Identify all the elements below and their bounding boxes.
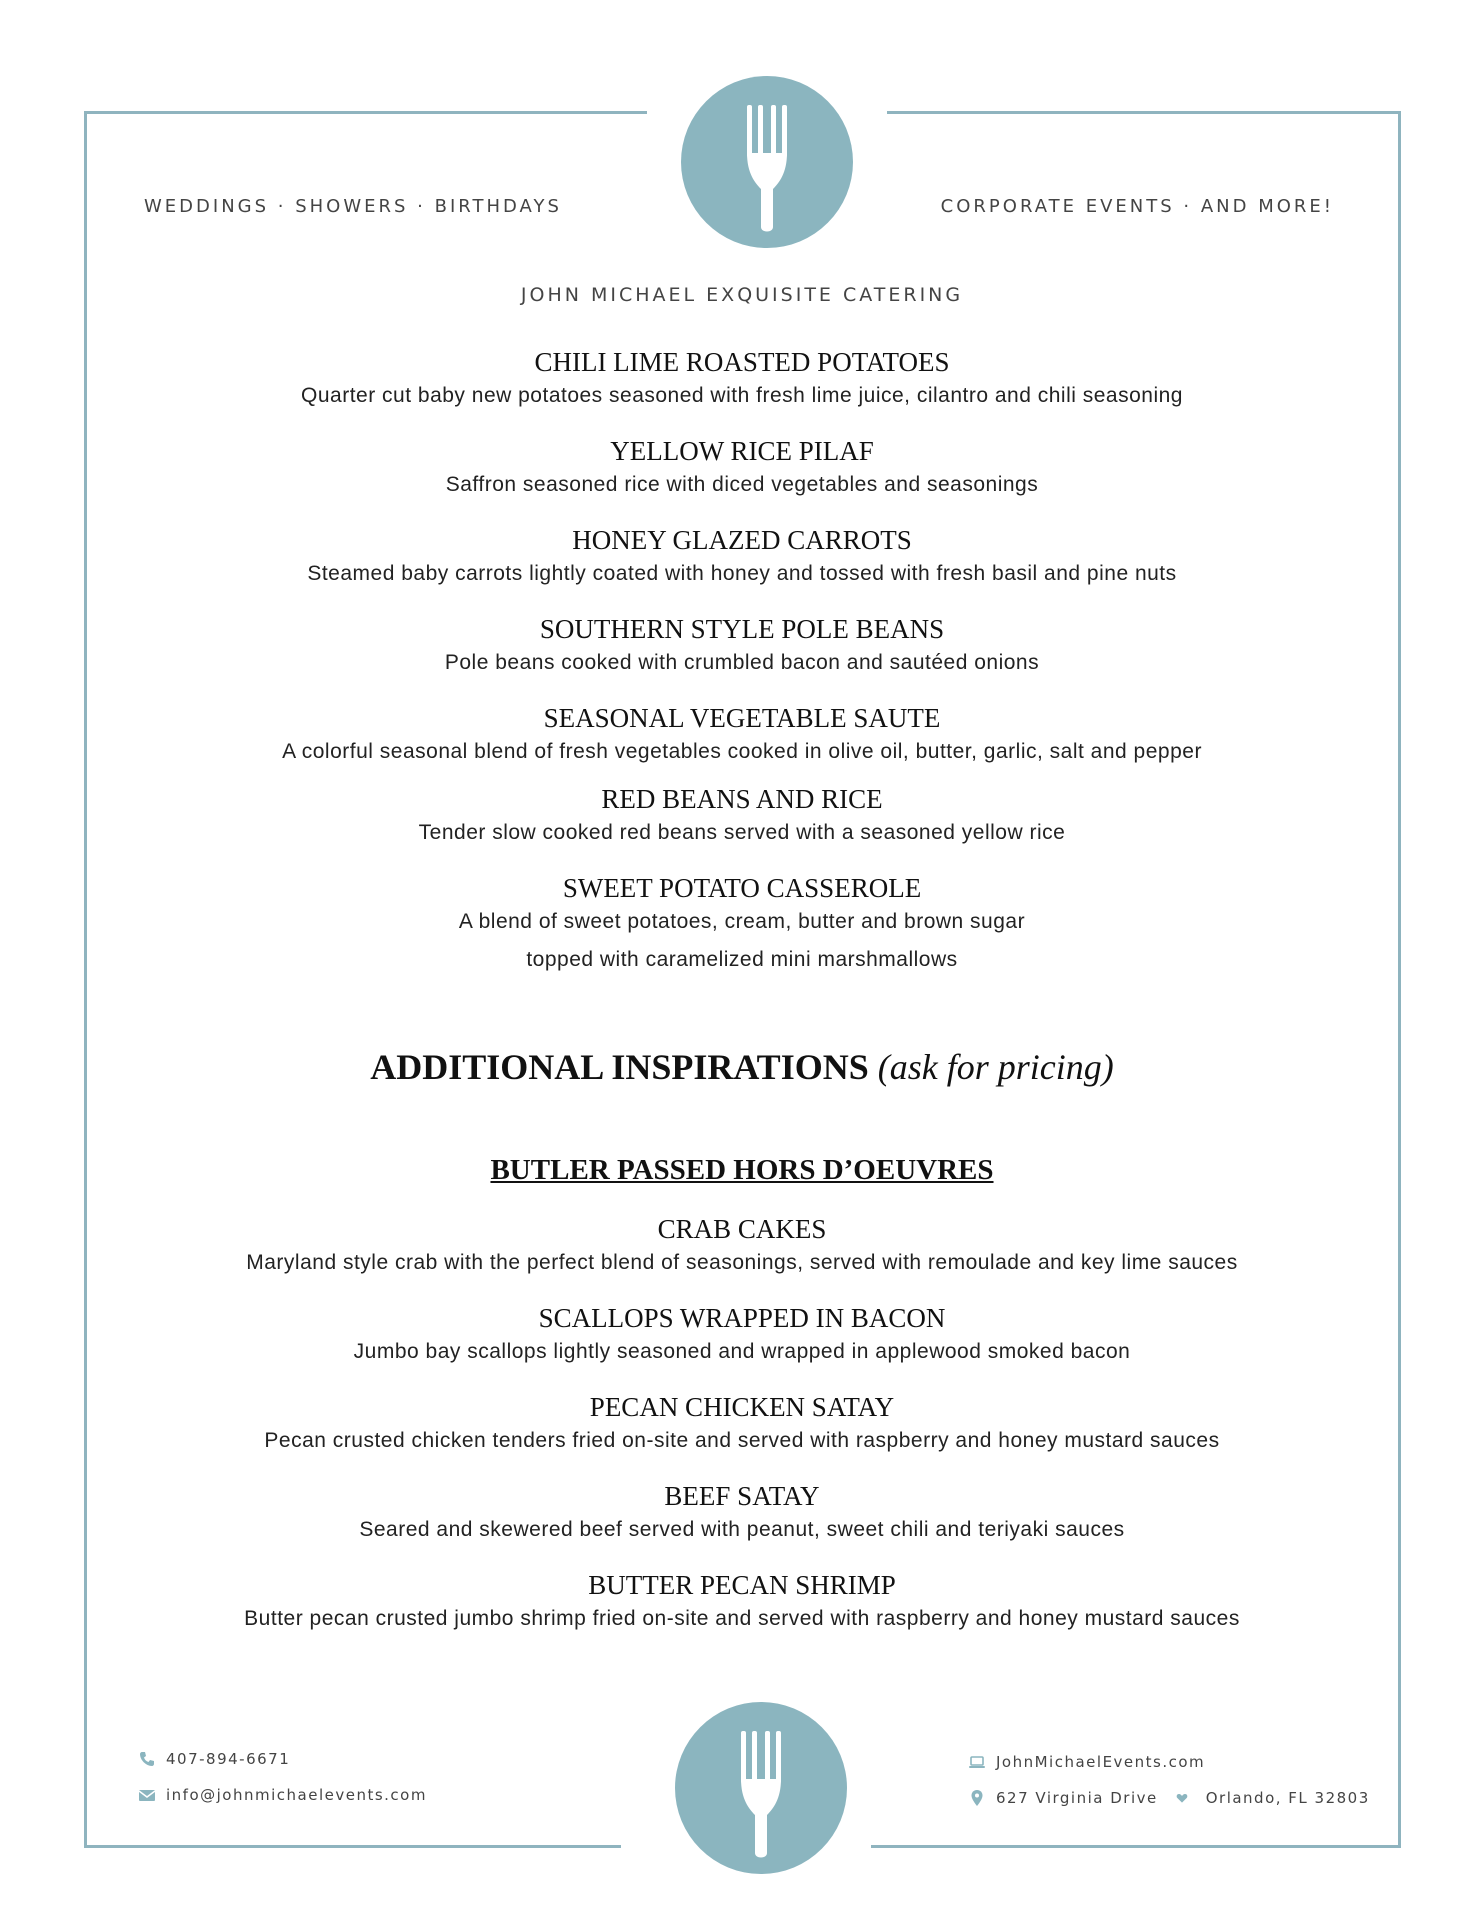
contact-website <box>968 1753 1205 1771</box>
item-title: HONEY GLAZED CARROTS <box>572 525 912 555</box>
menu-item <box>0 1481 1484 1543</box>
item-description: Pecan crusted chicken tenders fried on-site and served with raspberry and honey mustard sauces <box>264 1429 1220 1452</box>
item-title: PECAN CHICKEN SATAY <box>589 1392 895 1422</box>
item-description: Maryland style crab with the perfect blend of seasonings, served with remoulade and key lime sauces <box>246 1251 1238 1274</box>
mail-icon <box>138 1786 156 1804</box>
item-description: Quarter cut baby new potatoes seasoned with fresh lime juice, cilantro and chili seasoning <box>301 384 1183 407</box>
city-state-zip: Orlando, FL 32803 <box>1205 1789 1370 1807</box>
phone-number[interactable]: 407-894-6671 <box>166 1750 291 1768</box>
item-title: BEEF SATAY <box>664 1481 820 1511</box>
logo-top <box>681 76 853 248</box>
item-description: A blend of sweet potatoes, cream, butter and brown sugar <box>458 910 1026 933</box>
menu-item <box>0 347 1484 409</box>
pricing-note: (ask for pricing) <box>877 1047 1114 1087</box>
logo-bottom <box>675 1702 847 1874</box>
item-description: A colorful seasonal blend of fresh vegetables cooked in olive oil, butter, garlic, salt and pepper <box>282 740 1202 763</box>
item-description-line2: topped with caramelized mini marshmallows <box>526 948 958 971</box>
item-title: SEASONAL VEGETABLE SAUTE <box>543 703 941 733</box>
menu-item <box>0 703 1484 765</box>
item-description: Pole beans cooked with crumbled bacon and sautéed onions <box>444 651 1040 674</box>
laptop-icon <box>968 1753 986 1771</box>
menu-item <box>0 1570 1484 1632</box>
location-pin-icon <box>968 1789 986 1807</box>
frame-bottom-left <box>84 1845 621 1848</box>
website-link[interactable]: JohnMichaelEvents.com <box>996 1753 1206 1771</box>
item-title: BUTTER PECAN SHRIMP <box>588 1570 896 1600</box>
additional-heading <box>0 1046 1484 1088</box>
item-description: Saffron seasoned rice with diced vegetables and seasonings <box>445 473 1039 496</box>
heart-icon <box>1176 1792 1188 1804</box>
contact-phone <box>138 1750 290 1768</box>
fork-icon <box>731 1713 791 1863</box>
section-heading <box>0 1154 1484 1187</box>
email-link[interactable]: info@johnmichaelevents.com <box>166 1786 427 1804</box>
frame-top-left <box>84 111 647 114</box>
item-title: SCALLOPS WRAPPED IN BACON <box>538 1303 946 1333</box>
tagline-left: WEDDINGS · SHOWERS · BIRTHDAYS <box>144 196 562 217</box>
frame-bottom-right <box>871 1845 1401 1848</box>
item-title: SWEET POTATO CASSEROLE <box>562 873 922 903</box>
hors-section-title: BUTLER PASSED HORS D’OEUVRES <box>490 1154 994 1186</box>
item-title: CHILI LIME ROASTED POTATOES <box>534 347 950 377</box>
menu-item <box>0 436 1484 498</box>
fork-icon <box>737 87 797 237</box>
frame-top-right <box>887 111 1401 114</box>
item-title: CRAB CAKES <box>657 1214 827 1244</box>
item-title: YELLOW RICE PILAF <box>610 436 874 466</box>
street-address: 627 Virginia Drive <box>996 1789 1158 1807</box>
item-description: Tender slow cooked red beans served with a seasoned yellow rice <box>418 821 1066 844</box>
phone-icon <box>138 1750 156 1768</box>
item-title: SOUTHERN STYLE POLE BEANS <box>539 614 945 644</box>
menu-item <box>0 1303 1484 1365</box>
menu-item <box>0 873 1484 973</box>
item-description: Jumbo bay scallops lightly seasoned and wrapped in applewood smoked bacon <box>353 1340 1131 1363</box>
menu-item <box>0 1214 1484 1276</box>
contact-address <box>968 1789 1370 1807</box>
item-description: Seared and skewered beef served with peanut, sweet chili and teriyaki sauces <box>359 1518 1125 1541</box>
menu-item <box>0 525 1484 587</box>
menu-item <box>0 784 1484 846</box>
item-title: RED BEANS AND RICE <box>601 784 883 814</box>
tagline-right: CORPORATE EVENTS · AND MORE! <box>940 196 1334 217</box>
menu-item <box>0 614 1484 676</box>
menu-item <box>0 1392 1484 1454</box>
contact-email <box>138 1786 427 1804</box>
item-description: Butter pecan crusted jumbo shrimp fried on-site and served with raspberry and honey mustard sauces <box>244 1607 1240 1630</box>
brand-name: JOHN MICHAEL EXQUISITE CATERING <box>520 284 964 306</box>
item-description: Steamed baby carrots lightly coated with honey and tossed with fresh basil and pine nuts <box>307 562 1177 585</box>
additional-title: ADDITIONAL INSPIRATIONS <box>370 1047 869 1087</box>
